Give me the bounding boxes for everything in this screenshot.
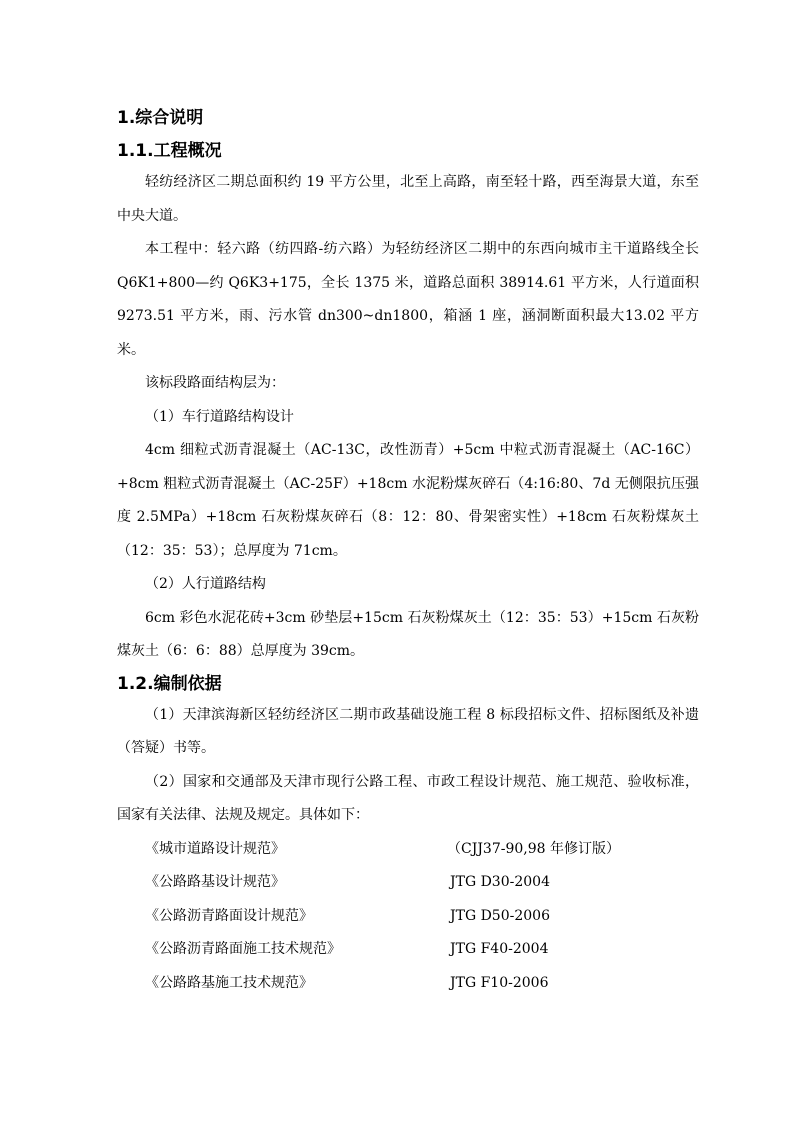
- spec-row: [117, 833, 699, 867]
- pavement-structure-intro: 该标段路面结构层为：: [145, 375, 285, 391]
- spec-name: 《公路沥青路面施工技术规范》: [145, 941, 341, 957]
- section-1-heading: 1.综合说明: [117, 108, 204, 128]
- roadway-structure-body: 4cm 细粒式沥青混凝土（AC-13C，改性沥青）+5cm 中粒式沥青混凝土（AC-16C）+8cm 粗粒式沥青混凝土（AC-25F）+18cm 水泥粉煤灰碎石（4:16:80、7d 无侧限抗压强度 2.5MPa）+18cm 石灰粉煤灰碎石（8：12：80、骨架密实性）+18cm 石灰粉煤灰土（12：35：53）；总厚度为 71cm。: [117, 442, 699, 559]
- spec-code: JTG F40-2004: [450, 941, 549, 957]
- spec-row: [117, 866, 699, 900]
- overview-paragraph-area: 轻纺经济区二期总面积约 19 平方公里，北至上高路，南至轻十路，西至海景大道，东至中央大道。: [117, 174, 699, 224]
- sidewalk-structure-body: 6cm 彩色水泥花砖+3cm 砂垫层+15cm 石灰粉煤灰土（12：35：53）+15cm 石灰粉煤灰土（6：6：88）总厚度为 39cm。: [117, 609, 699, 659]
- sidewalk-structure-heading: （2）人行道路结构: [145, 576, 266, 592]
- spec-code: JTG D50-2006: [450, 907, 550, 924]
- spec-code: JTG D30-2004: [450, 874, 550, 890]
- spec-name: 《公路沥青路面设计规范》: [145, 907, 313, 924]
- basis-item-tender-documents: （1）天津滨海新区轻纺经济区二期市政基础设施工程 8 标段招标文件、招标图纸及补遗（答疑）书等。: [117, 706, 699, 756]
- overview-paragraph-project: 本工程中：轻六路（纺四路-纺六路）为轻纺经济区二期中的东西向城市主干道路线全长 Q6K1+800—约 Q6K3+175，全长 1375 米，道路总面积 38914.61 平方米，人行道面积 9273.51 平方米，雨、污水管 dn300~dn1800，箱涵 1 座，涵洞断面积最大13.02 平方米。: [117, 241, 699, 358]
- section-1-1-heading: 1.1.工程概况: [117, 141, 222, 161]
- spec-name: 《公路路基设计规范》: [145, 874, 285, 890]
- spec-code: JTG F10-2006: [450, 974, 549, 991]
- document-body: [117, 104, 699, 1000]
- spec-code: （CJJ37-90,98 年修订版）: [447, 840, 621, 857]
- roadway-structure-heading: （1）车行道路结构设计: [145, 408, 294, 425]
- spec-list: [117, 833, 699, 1001]
- basis-item-national-standards: （2）国家和交通部及天津市现行公路工程、市政工程设计规范、施工规范、验收标准，国家有关法律、法规及规定。具体如下：: [117, 773, 699, 823]
- spec-name: 《城市道路设计规范》: [145, 840, 285, 857]
- spec-row: [117, 933, 699, 967]
- spec-row: [117, 967, 699, 1001]
- section-1-2-heading: 1.2.编制依据: [117, 673, 222, 694]
- spec-name: 《公路路基施工技术规范》: [145, 974, 313, 991]
- spec-row: [117, 900, 699, 934]
